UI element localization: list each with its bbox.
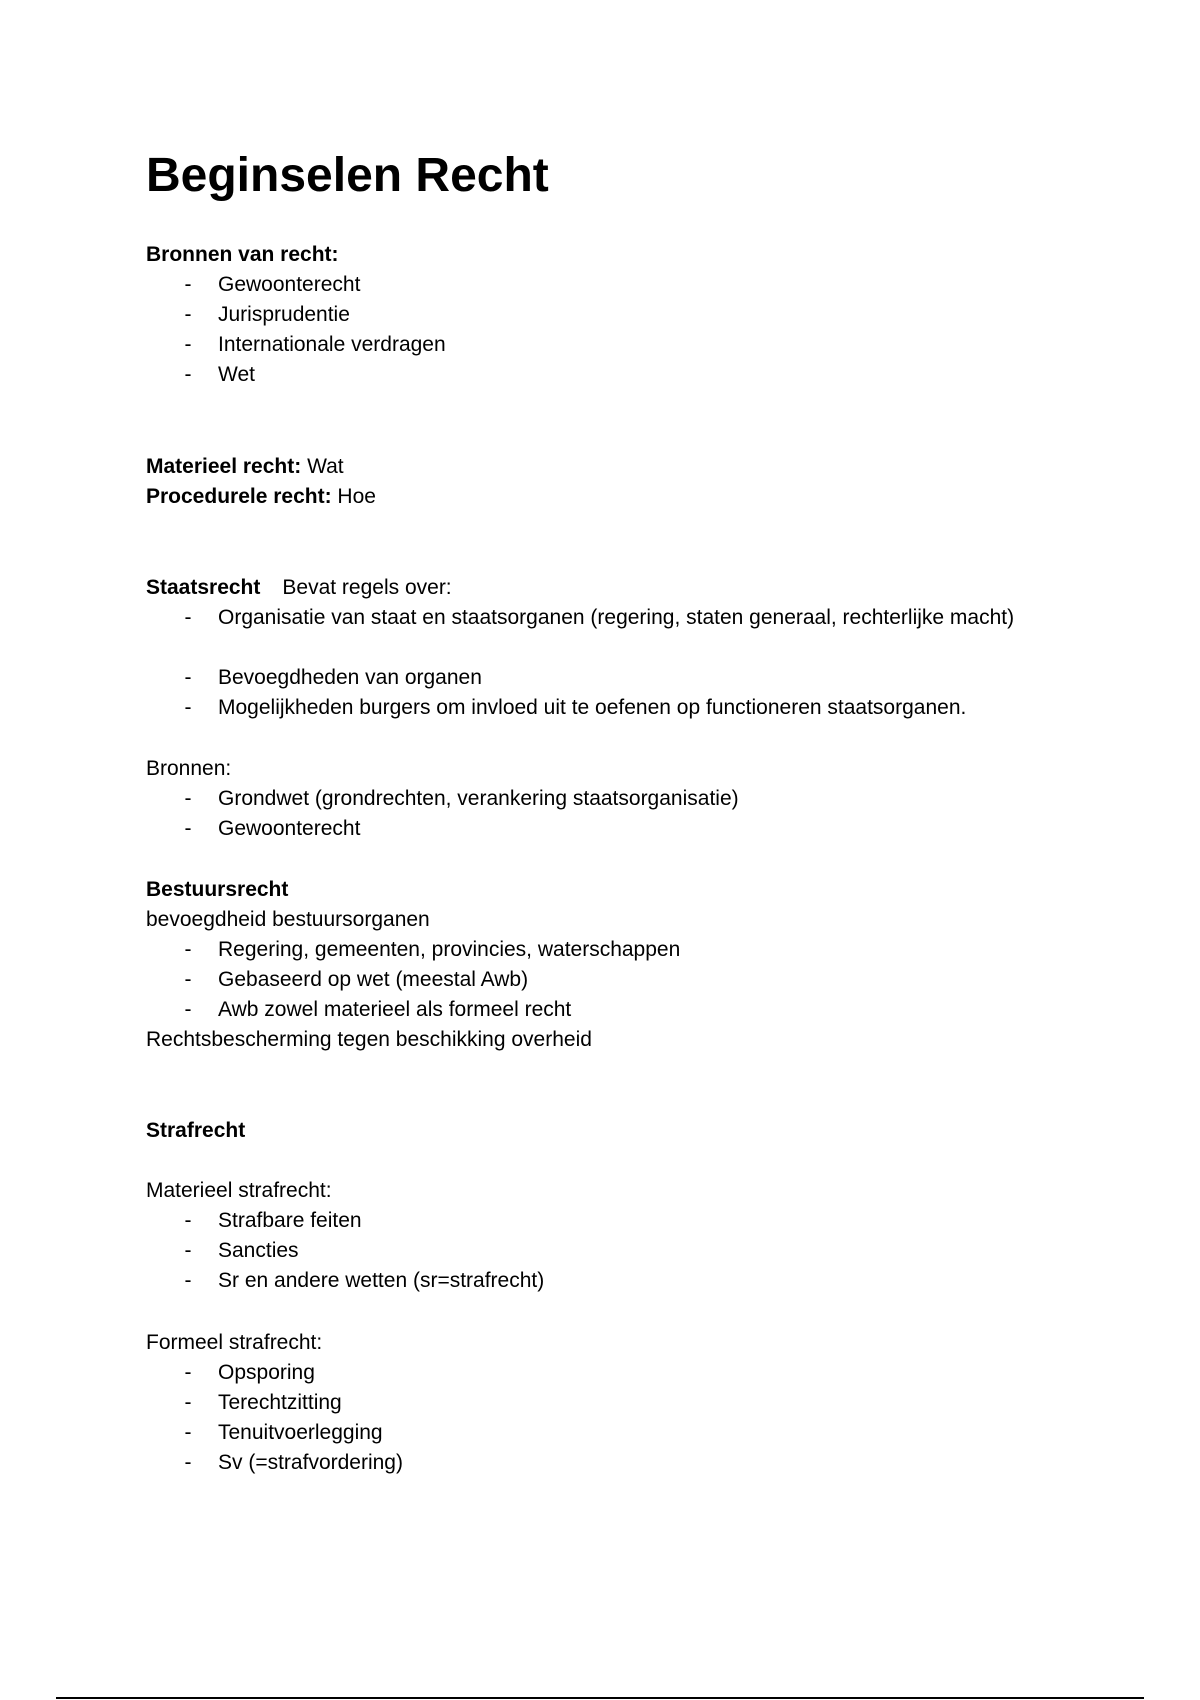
materieel-strafrecht-label: Materieel strafrecht: [146, 1179, 332, 1202]
strafrecht-heading: Strafrecht [146, 1119, 246, 1142]
page-title: Beginselen Recht [146, 149, 549, 202]
bestuursrecht-heading: Bestuursrecht [146, 878, 289, 901]
staatsrecht-heading-line: Staatsrecht Bevat regels over: [146, 576, 452, 599]
materieel-recht-line: Materieel recht: Wat [146, 455, 344, 478]
procedurele-recht-line: Procedurele recht: Hoe [146, 485, 376, 508]
formeel-strafrecht-label: Formeel strafrecht: [146, 1331, 323, 1354]
bestuursrecht-intro: bevoegdheid bestuursorganen [146, 908, 430, 931]
bestuursrecht-outro: Rechtsbescherming tegen beschikking overheid [146, 1028, 592, 1051]
bronnen-label: Bronnen: [146, 757, 232, 780]
bronnen-van-recht-heading: Bronnen van recht: [146, 243, 339, 266]
page-bottom-rule [56, 1697, 1144, 1699]
